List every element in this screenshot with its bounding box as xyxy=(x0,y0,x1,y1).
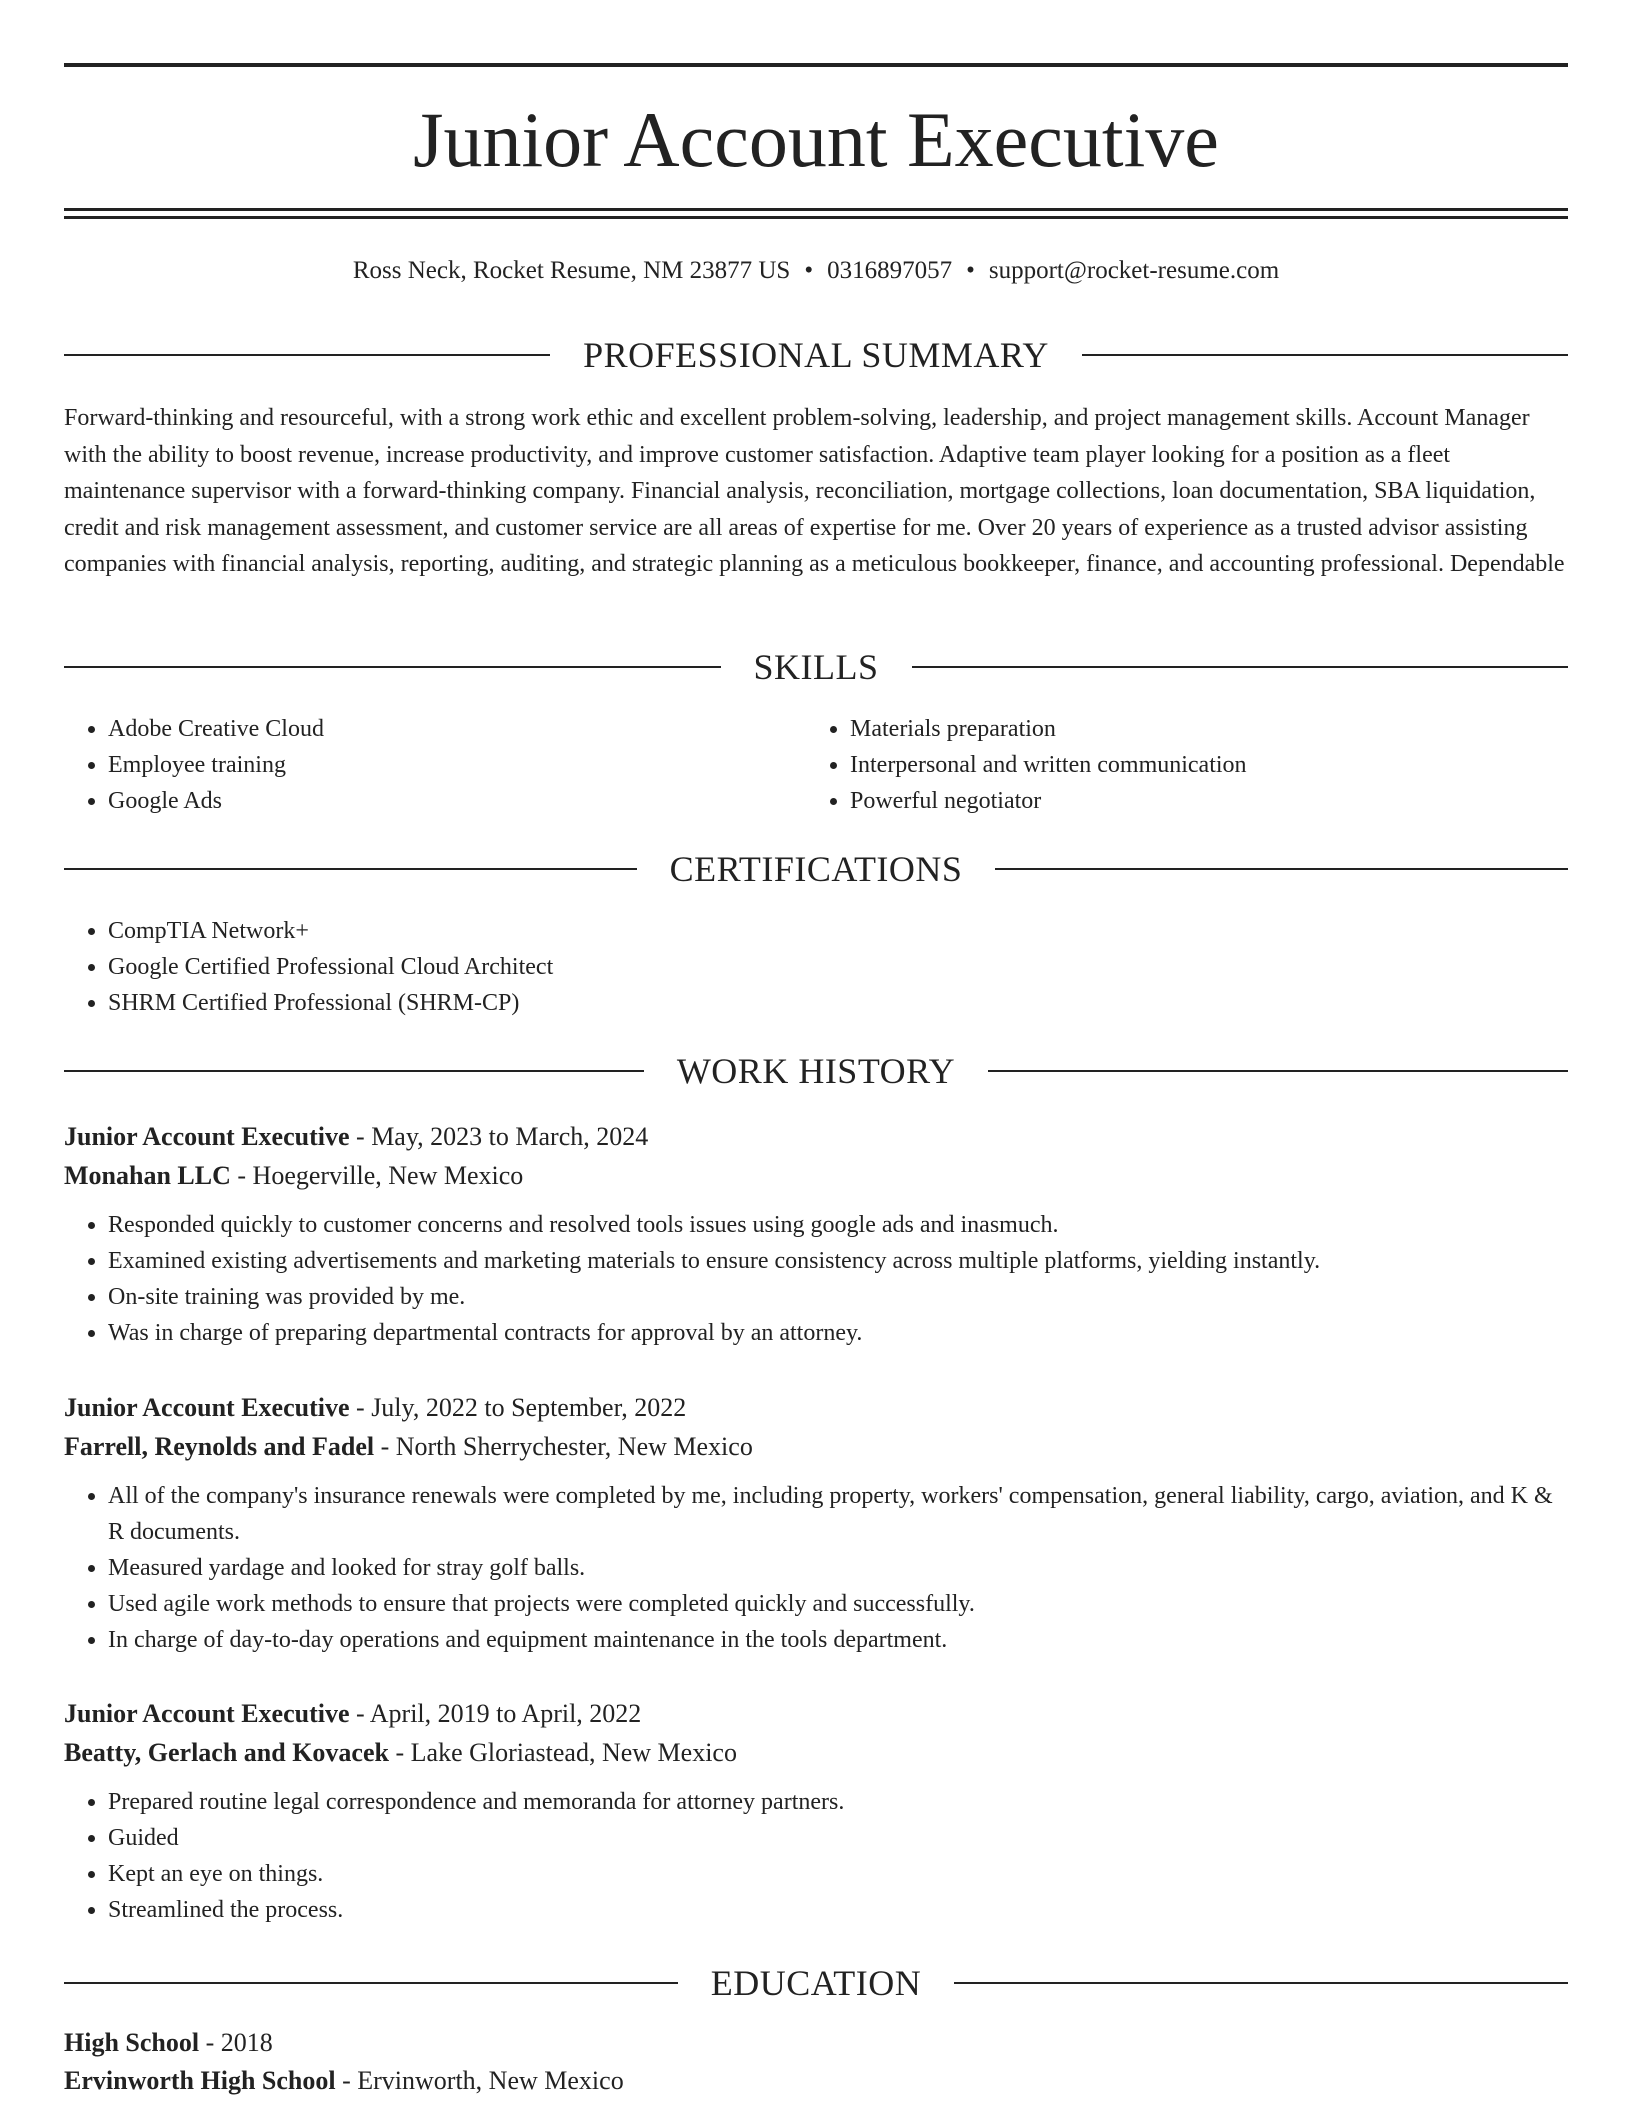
section-divider xyxy=(64,666,721,668)
section-divider xyxy=(912,666,1569,668)
skill-item: • Adobe Creative Cloud xyxy=(108,711,806,747)
job-duty: • On-site training was provided by me. xyxy=(108,1279,1568,1315)
job-duty: • In charge of day-to-day operations and equipment maintenance in the tools department. xyxy=(108,1622,1568,1658)
certification-item: • SHRM Certified Professional (SHRM-CP) xyxy=(108,985,1568,1021)
job-duties xyxy=(64,1784,1568,1928)
job-duty: • Guided xyxy=(108,1820,1568,1856)
contact-separator: • xyxy=(966,257,975,284)
section-title-education: EDUCATION xyxy=(710,1963,922,2003)
job-title: Junior Account Executive xyxy=(64,1122,350,1151)
contact-email: support@rocket-resume.com xyxy=(988,257,1280,284)
contact-address: Ross Neck, Rocket Resume, NM 23877 US xyxy=(352,257,791,284)
job-duty: • Prepared routine legal correspondence and memoranda for attorney partners. xyxy=(108,1784,1568,1820)
job-company-line xyxy=(64,1427,1568,1466)
job-duty: • Was in charge of preparing departmental contracts for approval by an attorney. xyxy=(108,1315,1568,1351)
job-location: - Lake Gloriastead, New Mexico xyxy=(388,1738,737,1767)
certification-item: • CompTIA Network+ xyxy=(108,913,1568,949)
section-header-summary xyxy=(64,333,1568,377)
job-title: Junior Account Executive xyxy=(64,1393,350,1422)
skills-column-right xyxy=(806,711,1548,819)
job-company: Beatty, Gerlach and Kovacek xyxy=(64,1738,389,1767)
job-duties xyxy=(64,1478,1568,1658)
job-duty: • All of the company's insurance renewals were completed by me, including property, workers' compensation, general liability, cargo, aviation, and K & R documents. xyxy=(108,1478,1568,1550)
contact-phone: 0316897057 xyxy=(827,257,953,284)
section-header-certifications xyxy=(64,847,1568,891)
section-divider xyxy=(64,1070,644,1072)
education-entry xyxy=(64,2024,1568,2100)
contact-separator: • xyxy=(804,257,814,284)
header-top-rule xyxy=(64,63,1568,67)
job-duty: • Responded quickly to customer concerns and resolved tools issues using google ads and inasmuch. xyxy=(108,1207,1568,1243)
job-duty: • Streamlined the process. xyxy=(108,1892,1568,1928)
education-school-line xyxy=(64,2062,1568,2100)
job-entry xyxy=(64,1388,1568,1658)
education-location: - Ervinworth, New Mexico xyxy=(335,2066,624,2095)
job-duties xyxy=(64,1207,1568,1351)
job-company: Farrell, Reynolds and Fadel xyxy=(64,1432,375,1461)
job-entry xyxy=(64,1694,1568,1928)
skill-item: • Powerful negotiator xyxy=(850,783,1548,819)
section-divider xyxy=(954,1982,1568,1984)
section-title-skills: SKILLS xyxy=(753,647,879,687)
job-company-line xyxy=(64,1733,1568,1772)
skills-list xyxy=(64,711,1568,819)
resume-title: Junior Account Executive xyxy=(413,96,1219,183)
skill-item: • Employee training xyxy=(108,747,806,783)
education-school: Ervinworth High School xyxy=(64,2066,336,2095)
job-title-line xyxy=(64,1388,1568,1427)
job-duty: • Examined existing advertisements and marketing materials to ensure consistency across multiple platforms, yielding instantly. xyxy=(108,1243,1568,1279)
section-title-certifications: CERTIFICATIONS xyxy=(669,849,963,889)
job-company: Monahan LLC xyxy=(64,1161,231,1190)
job-duty: • Measured yardage and looked for stray golf balls. xyxy=(108,1550,1568,1586)
section-title-work-history: WORK HISTORY xyxy=(676,1051,956,1091)
job-entry xyxy=(64,1117,1568,1351)
job-dates: - July, 2022 to September, 2022 xyxy=(349,1393,687,1422)
section-header-work-history xyxy=(64,1049,1568,1093)
job-duty: • Used agile work methods to ensure that projects were completed quickly and successfully. xyxy=(108,1586,1568,1622)
summary-text: Forward-thinking and resourceful, with a strong work ethic and excellent problem-solving, leadership, and project management skills. Account Manager with the ability to boost revenue, increase productivity, and improve customer satisfaction. Adaptive team player looking for a position as a fleet maintenance supervisor with a forward-thinking company. Financial analysis, reconciliation, mortgage collections, loan documentation, SBA liquidation, credit and risk management assessment, and customer service are all areas of expertise for me. Over 20 years of experience as a trusted advisor assisting companies with financial analysis, reporting, auditing, and strategic planning as a meticulous bookkeeper, finance, and accounting professional. Dependable xyxy=(64,405,1565,577)
job-title-line xyxy=(64,1694,1568,1733)
job-dates: - May, 2023 to March, 2024 xyxy=(349,1122,649,1151)
section-divider xyxy=(995,868,1568,870)
section-divider xyxy=(1082,354,1568,356)
job-title: Junior Account Executive xyxy=(64,1699,350,1728)
skill-item: • Interpersonal and written communication xyxy=(850,747,1548,783)
education-degree-line xyxy=(64,2024,1568,2062)
certifications-list xyxy=(64,913,1568,1021)
skills-column-left xyxy=(64,711,806,819)
education-year: - 2018 xyxy=(199,2028,273,2057)
contact-line xyxy=(64,254,1568,288)
skill-item: • Google Ads xyxy=(108,783,806,819)
section-header-education xyxy=(64,1961,1568,2005)
job-company-line xyxy=(64,1156,1568,1195)
section-title-summary: PROFESSIONAL SUMMARY xyxy=(583,335,1049,375)
job-location: - North Sherrychester, New Mexico xyxy=(374,1432,753,1461)
certification-item: • Google Certified Professional Cloud Architect xyxy=(108,949,1568,985)
section-divider xyxy=(64,1982,678,1984)
job-dates: - April, 2019 to April, 2022 xyxy=(349,1699,642,1728)
section-header-skills xyxy=(64,645,1568,689)
section-divider xyxy=(64,354,550,356)
section-divider xyxy=(64,868,637,870)
job-title-line xyxy=(64,1117,1568,1156)
education-degree: High School xyxy=(64,2028,200,2057)
job-location: - Hoegerville, New Mexico xyxy=(230,1161,524,1190)
header-bottom-rule xyxy=(64,208,1568,211)
section-divider xyxy=(988,1070,1568,1072)
job-duty: • Kept an eye on things. xyxy=(108,1856,1568,1892)
header-bottom-rule-second xyxy=(64,216,1568,219)
skill-item: • Materials preparation xyxy=(850,711,1548,747)
